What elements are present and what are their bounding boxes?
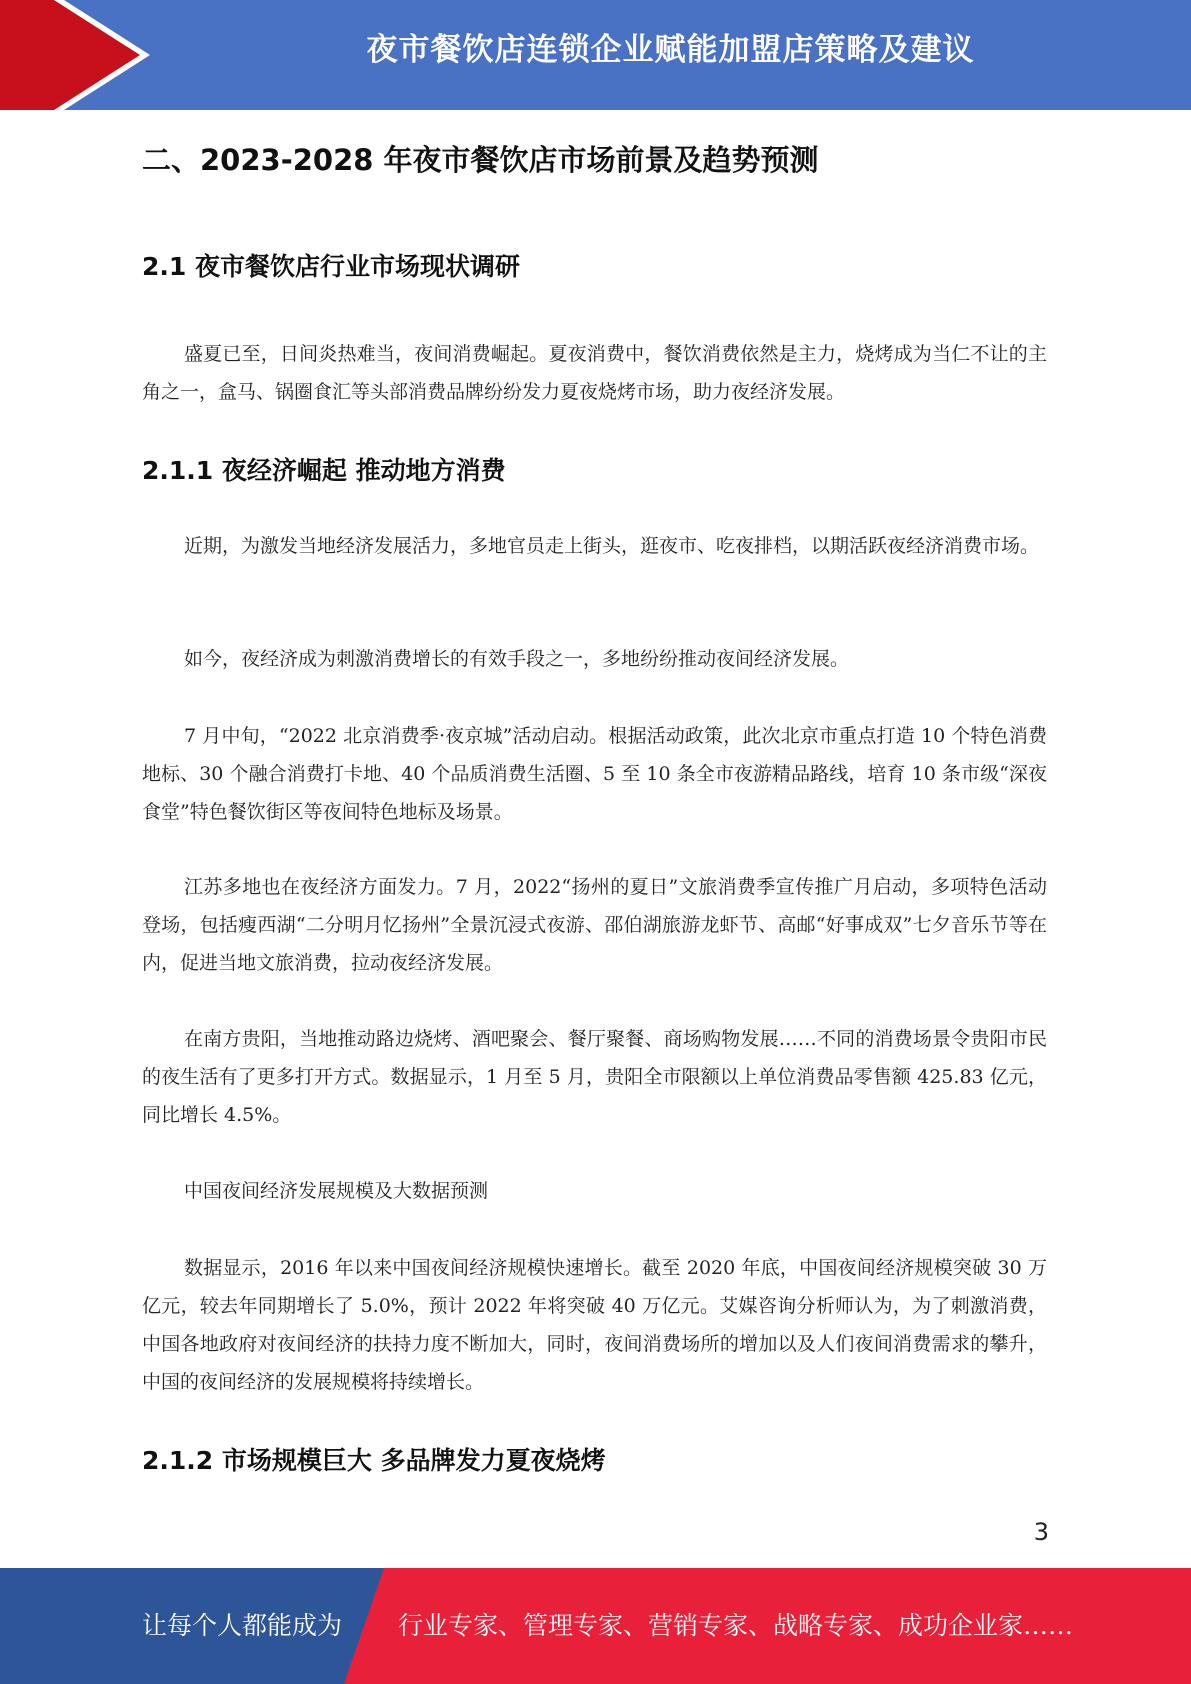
paragraph: 江苏多地也在夜经济方面发力。7 月，2022“扬州的夏日”文旅消费季宣传推广月启动，多项特色活动登场，包括瘦西湖“二分明月忆扬州”全景沉浸式夜游、邵伯湖旅游龙虾节、高邮“好事成双”七夕音乐节等在内，促进当地文旅消费，拉动夜经济发展。 (142, 876, 1047, 974)
paragraph: 数据显示，2016 年以来中国夜间经济规模快速增长。截至 2020 年底，中国夜间经济规模突破 30 万亿元，较去年同期增长了 5.0%，预计 2022 年将突破 40 万亿元。艾媒咨询分析师认为，为了刺激消费，中国各地政府对夜间经济的扶持力度不断加大，同时，夜间消费场所的增加以及人们夜间消费需求的攀升，中国的夜间经济的发展规模将持续增长。 (142, 1257, 1047, 1393)
page-number: 3 (1033, 1518, 1049, 1546)
chapter-title: 二、2023-2028 年夜市餐饮店市场前景及趋势预测 (142, 143, 819, 177)
header-title: 夜市餐饮店连锁企业赋能加盟店策略及建议 (366, 32, 975, 68)
paragraph: 如今，夜经济成为刺激消费增长的有效手段之一，多地纷纷推动夜间经济发展。 (184, 648, 850, 670)
section-heading-2-1-1: 2.1.1 夜经济崛起 推动地方消费 (142, 456, 506, 485)
figure-caption: 中国夜间经济发展规模及大数据预测 (184, 1180, 489, 1202)
section-heading-2-1-2: 2.1.2 市场规模巨大 多品牌发力夏夜烧烤 (142, 1446, 606, 1475)
paragraph: 7 月中旬，“2022 北京消费季·夜京城”活动启动。根据活动政策，此次北京市重点打造 10 个特色消费地标、30 个融合消费打卡地、40 个品质消费生活圈、5 至 10 条全市夜游精品路线，培育 10 条市级“深夜食堂”特色餐饮街区等夜间特色地标及场景。 (142, 725, 1047, 823)
paragraph: 近期，为激发当地经济发展活力，多地官员走上街头，逛夜市、吃夜排档，以期活跃夜经济消费市场。 (184, 535, 1040, 557)
header-arrow-decoration (0, 0, 150, 110)
section-heading-2-1: 2.1 夜市餐饮店行业市场现状调研 (142, 252, 520, 281)
footer-slogan-left: 让每个人都能成为 (142, 1611, 343, 1640)
paragraph: 在南方贵阳，当地推动路边烧烤、酒吧聚会、餐厅聚餐、商场购物发展……不同的消费场景令贵阳市民的夜生活有了更多打开方式。数据显示，1 月至 5 月，贵阳全市限额以上单位消费品零售额 425.83 亿元，同比增长 4.5%。 (142, 1028, 1047, 1126)
footer-banner (0, 1568, 1191, 1684)
footer-slogan-right: 行业专家、管理专家、营销专家、战略专家、成功企业家…… (398, 1611, 1074, 1640)
paragraph: 盛夏已至，日间炎热难当，夜间消费崛起。夏夜消费中，餐饮消费依然是主力，烧烤成为当仁不让的主角之一，盒马、锅圈食汇等头部消费品牌纷纷发力夏夜烧烤市场，助力夜经济发展。 (142, 343, 1047, 403)
header-banner (0, 0, 1191, 110)
